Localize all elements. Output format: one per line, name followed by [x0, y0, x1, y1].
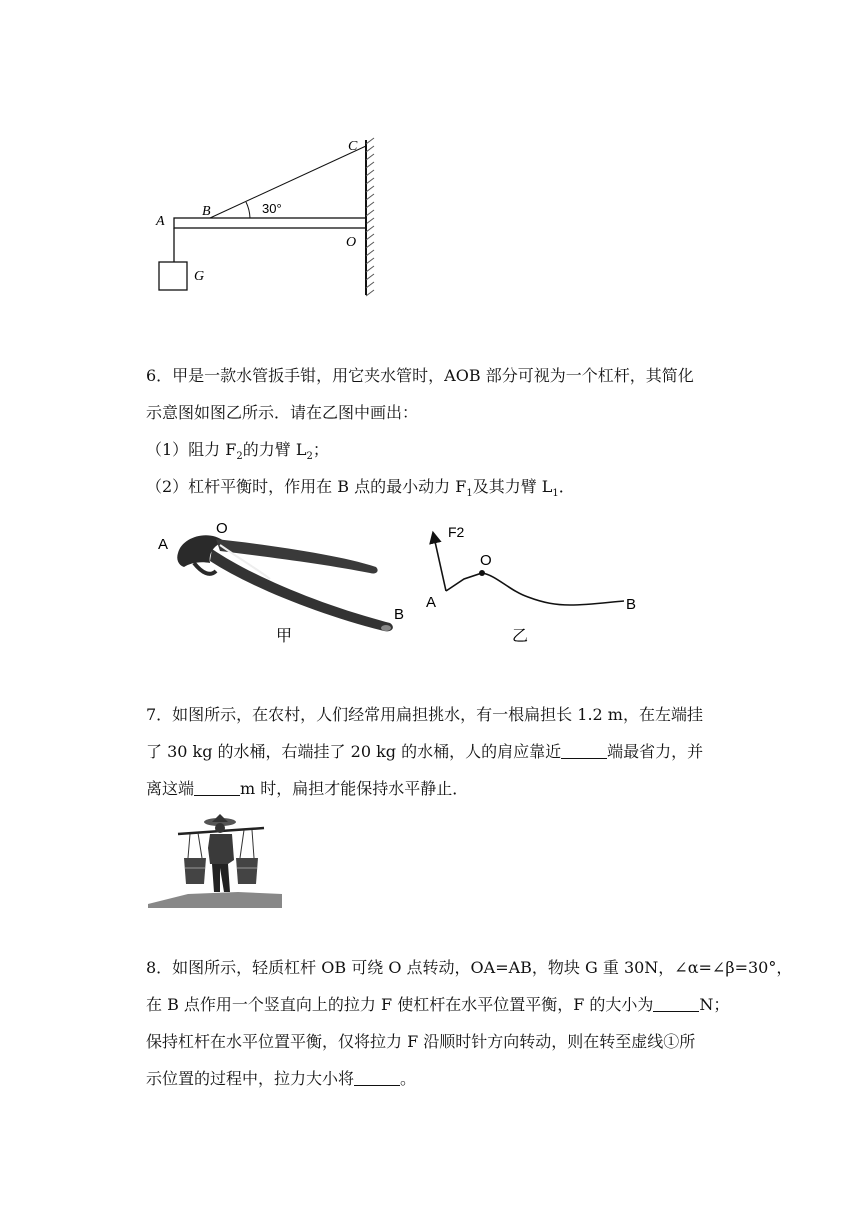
q7-line3-post: m 时，扁担才能保持水平静止．: [240, 779, 469, 798]
q6-line4-end: ．: [558, 477, 575, 496]
jia-caption: 甲: [276, 628, 293, 645]
yi-caption: 乙: [512, 628, 529, 645]
q8-line3: 保持杠杆在水平位置平衡，仅将拉力 F 沿顺时针方向转动，则在转至虚线①所: [146, 1032, 696, 1051]
q8-line2-post: N；: [699, 995, 730, 1014]
q5-figure: [150, 130, 390, 305]
jia-label-b: B: [394, 606, 405, 623]
q7-line2-post: 端最省力，并: [607, 742, 704, 761]
q6-line4-sub2: 1: [552, 488, 559, 500]
q5-angle-label: 30°: [262, 201, 282, 216]
q6-figure-yi: [420, 515, 650, 655]
q7-line3: [146, 779, 468, 799]
q6-line1: 6．甲是一款水管扳手钳，用它夹水管时，AOB 部分可视为一个杠杆，其简化: [146, 366, 694, 385]
q6-line3-end: ；: [312, 440, 329, 459]
q5-label-g: G: [194, 269, 205, 284]
q6-line3-mid: 的力臂 L: [242, 440, 307, 459]
q5-label-c: C: [348, 139, 358, 154]
q6-line3-pre: （1）阻力 F: [146, 440, 237, 459]
yi-label-o: O: [480, 552, 492, 569]
q8-blank-1[interactable]: [653, 995, 699, 1012]
q5-label-a: A: [156, 214, 165, 229]
q7-figure: [148, 812, 282, 908]
q8-blank-2[interactable]: [354, 1069, 400, 1086]
q6-line2: 示意图如图乙所示．请在乙图中画出：: [146, 403, 419, 422]
q6-line4-sub: 1: [466, 488, 473, 500]
q7-blank-1[interactable]: [561, 742, 607, 759]
q6-line4-mid: 及其力臂 L: [472, 477, 553, 496]
q5-label-b: B: [202, 204, 211, 219]
q7-line2: [146, 742, 703, 762]
yi-label-a: A: [426, 594, 437, 611]
q6-line4: [146, 477, 575, 504]
q8-line2: [146, 995, 729, 1015]
q8-line4-pre: 示位置的过程中，拉力大小将: [146, 1069, 355, 1088]
yi-label-b: B: [626, 596, 637, 613]
yi-label-f2: F2: [448, 524, 465, 540]
q5-label-o: O: [346, 235, 357, 250]
q8-line4: [146, 1069, 416, 1089]
q7-line3-pre: 离这端: [146, 779, 195, 798]
q6-line3: [146, 440, 329, 467]
q7-line1: 7．如图所示，在农村，人们经常用扁担挑水，有一根扁担长 1.2 m，在左端挂: [146, 705, 703, 724]
q8-line1: 8．如图所示，轻质杠杆 OB 可绕 O 点转动，OA=AB，物块 G 重 30N，∠α=∠β=30°，: [146, 958, 793, 977]
q6-figure-jia: [150, 515, 420, 655]
q6-line4-pre: （2）杠杆平衡时，作用在 B 点的最小动力 F: [146, 477, 467, 496]
q7-line2-pre: 了 30 kg 的水桶，右端挂了 20 kg 的水桶，人的肩应靠近: [146, 742, 562, 761]
q7-blank-2[interactable]: [194, 779, 240, 796]
q8-line4-post: 。: [400, 1069, 417, 1088]
q6-line3-sub: 2: [236, 451, 243, 463]
jia-label-o: O: [216, 520, 228, 537]
q6-line3-sub2: 2: [306, 451, 313, 463]
wall-hatching: [366, 138, 374, 296]
q8-line2-pre: 在 B 点作用一个竖直向上的拉力 F 使杠杆在水平位置平衡，F 的大小为: [146, 995, 654, 1014]
jia-label-a: A: [158, 536, 169, 553]
